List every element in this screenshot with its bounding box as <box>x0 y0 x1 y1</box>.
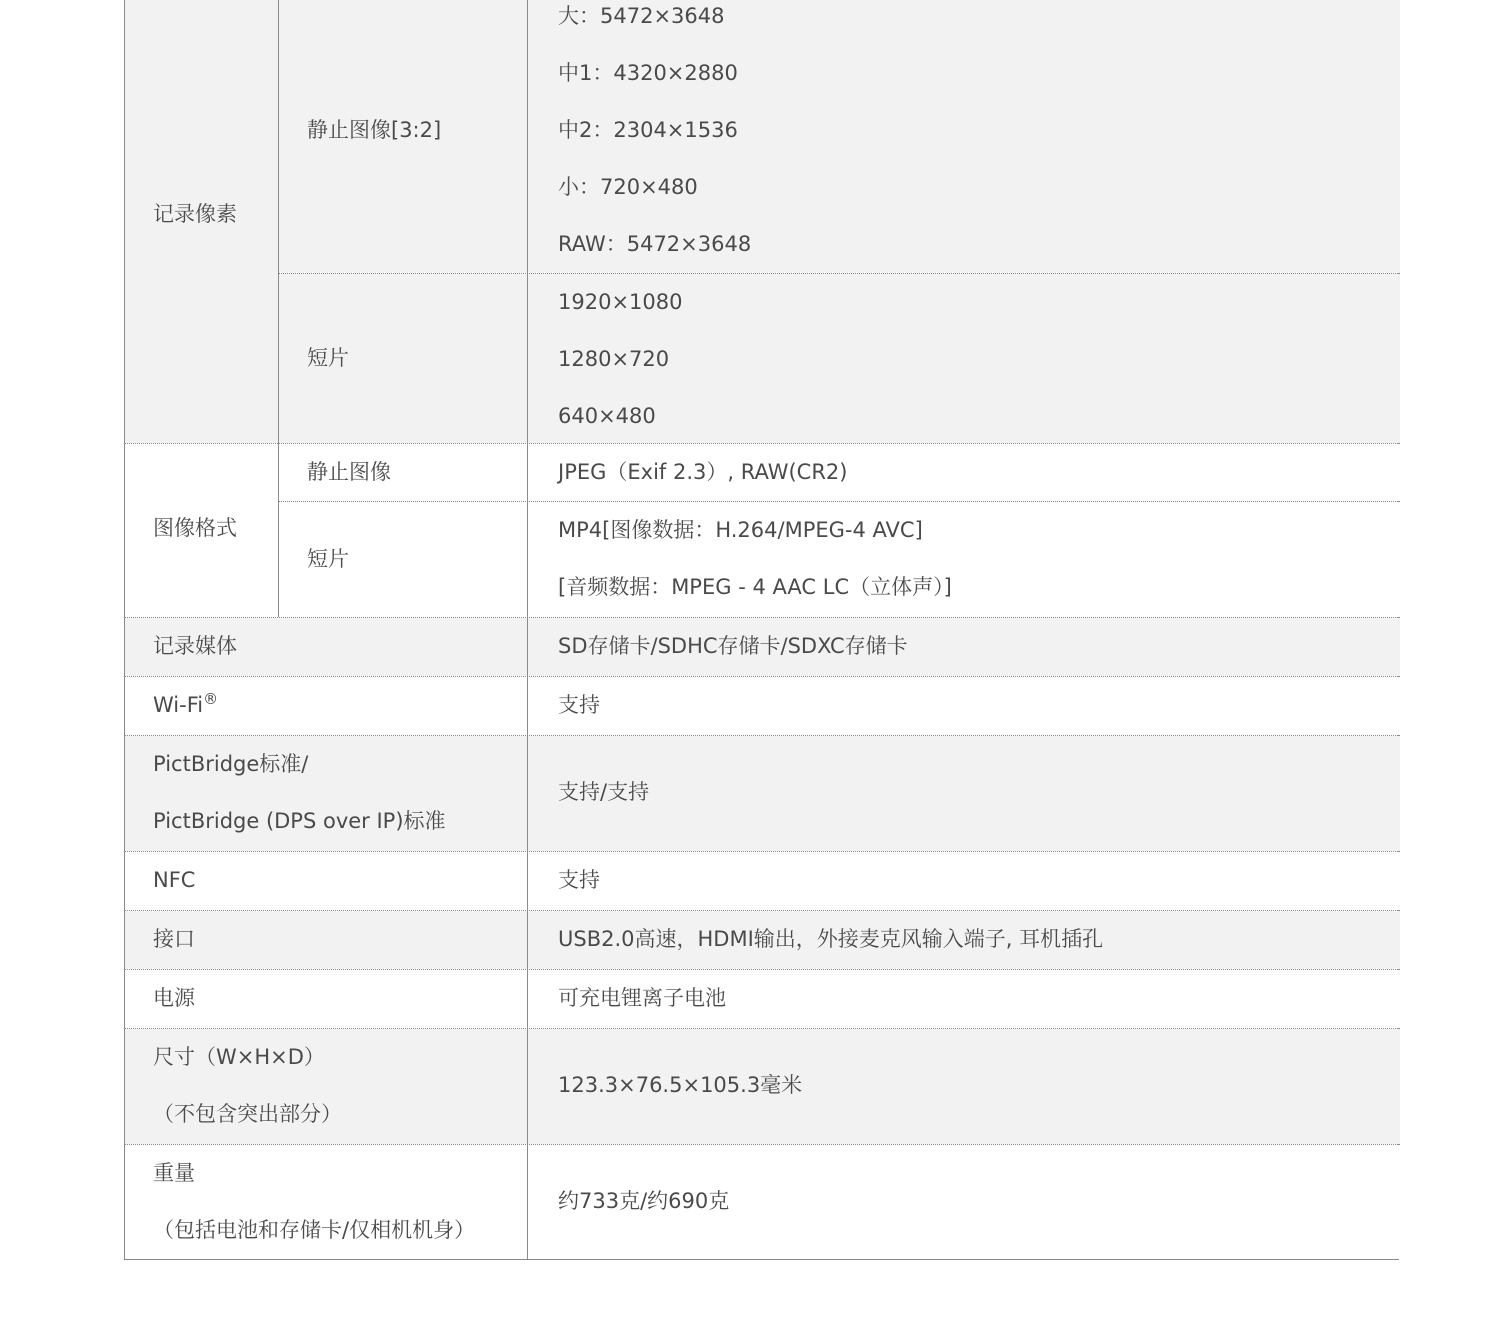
divider-row <box>279 501 1400 502</box>
weight-label-line1: 重量 <box>153 1161 195 1185</box>
row-media-value <box>528 618 1400 676</box>
format-movie-label: 短片 <box>307 547 349 571</box>
row-weight-value <box>528 1145 1400 1259</box>
recording-pixels-movie-sub <box>279 274 527 443</box>
row-interface-label <box>125 911 527 969</box>
pictbridge-label-line2: PictBridge (DPS over IP)标准 <box>153 809 446 833</box>
row-weight-label <box>125 1145 527 1259</box>
row-interface-value <box>528 911 1400 969</box>
divider-row <box>125 735 1400 736</box>
divider-row <box>125 969 1400 970</box>
still-value-raw: RAW：5472×3648 <box>558 232 752 256</box>
image-format-movie-sub <box>279 502 527 617</box>
power-value: 可充电锂离子电池 <box>558 986 726 1010</box>
interface-label: 接口 <box>153 927 195 951</box>
row-nfc-label <box>125 852 527 910</box>
still-value-small: 小：720×480 <box>558 175 698 199</box>
recording-pixels-movie-values <box>528 274 1400 443</box>
wifi-label-text: Wi-Fi <box>153 693 204 717</box>
divider-col-1 <box>278 0 279 617</box>
row-dimensions-label <box>125 1029 527 1144</box>
divider-row <box>125 1144 1400 1145</box>
power-label: 电源 <box>153 986 195 1010</box>
media-value: SD存储卡/SDHC存储卡/SDXC存储卡 <box>558 634 908 658</box>
interface-value: USB2.0高速，HDMI输出，外接麦克风输入端子, 耳机插孔 <box>558 927 1104 951</box>
divider-row <box>279 273 1400 274</box>
format-still-value: JPEG（Exif 2.3）, RAW(CR2) <box>558 460 848 484</box>
pictbridge-label-line1: PictBridge标准/ <box>153 752 309 776</box>
nfc-value: 支持 <box>558 868 600 892</box>
image-format-label: 图像格式 <box>153 516 237 540</box>
format-movie-audio: [音频数据：MPEG - 4 AAC LC（立体声）] <box>558 575 952 599</box>
row-recording-pixels-label <box>125 0 278 443</box>
image-format-still-value <box>528 444 1400 501</box>
wifi-label <box>153 677 218 734</box>
media-label: 记录媒体 <box>153 634 237 658</box>
format-movie-video: MP4[图像数据：H.264/MPEG-4 AVC] <box>558 518 923 542</box>
movie-value-480: 640×480 <box>558 404 656 428</box>
weight-label-line2: （包括电池和存储卡/仅相机机身） <box>153 1218 476 1242</box>
divider-row <box>125 617 1400 618</box>
nfc-label: NFC <box>153 868 196 892</box>
still-image-32-label: 静止图像[3:2] <box>307 118 442 142</box>
row-image-format-label <box>125 444 278 617</box>
spec-table <box>124 0 1399 1260</box>
movie-label: 短片 <box>307 346 349 370</box>
divider-row <box>125 1028 1400 1029</box>
recording-pixels-label: 记录像素 <box>153 202 237 226</box>
weight-value: 约733克/约690克 <box>558 1189 730 1213</box>
wifi-value: 支持 <box>558 693 600 717</box>
row-power-value <box>528 970 1400 1028</box>
registered-mark: ® <box>203 690 219 708</box>
divider-row <box>125 910 1400 911</box>
row-pictbridge-label <box>125 736 527 851</box>
dimensions-label-line1: 尺寸（W×H×D） <box>153 1045 325 1069</box>
recording-pixels-still-sub <box>279 0 527 273</box>
row-wifi-value <box>528 677 1400 735</box>
format-still-label: 静止图像 <box>307 460 391 484</box>
dimensions-value: 123.3×76.5×105.3毫米 <box>558 1073 803 1097</box>
divider-row <box>125 443 1400 444</box>
still-value-large: 大：5472×3648 <box>558 4 725 28</box>
dimensions-label-line2: （不包含突出部分） <box>153 1102 342 1126</box>
still-value-medium1: 中1：4320×2880 <box>558 61 738 85</box>
pictbridge-value: 支持/支持 <box>558 780 650 804</box>
movie-value-720: 1280×720 <box>558 347 670 371</box>
divider-row <box>125 851 1400 852</box>
movie-value-1080: 1920×1080 <box>558 290 683 314</box>
row-power-label <box>125 970 527 1028</box>
row-media-label <box>125 618 527 676</box>
row-wifi-label <box>125 677 527 735</box>
row-dimensions-value <box>528 1029 1400 1144</box>
recording-pixels-still-values <box>528 0 1400 273</box>
row-nfc-value <box>528 852 1400 910</box>
still-value-medium2: 中2：2304×1536 <box>558 118 738 142</box>
divider-row <box>125 676 1400 677</box>
image-format-movie-values <box>528 502 1400 617</box>
image-format-still-sub <box>279 444 527 501</box>
row-pictbridge-value <box>528 736 1400 851</box>
divider-col-2 <box>527 0 528 1259</box>
